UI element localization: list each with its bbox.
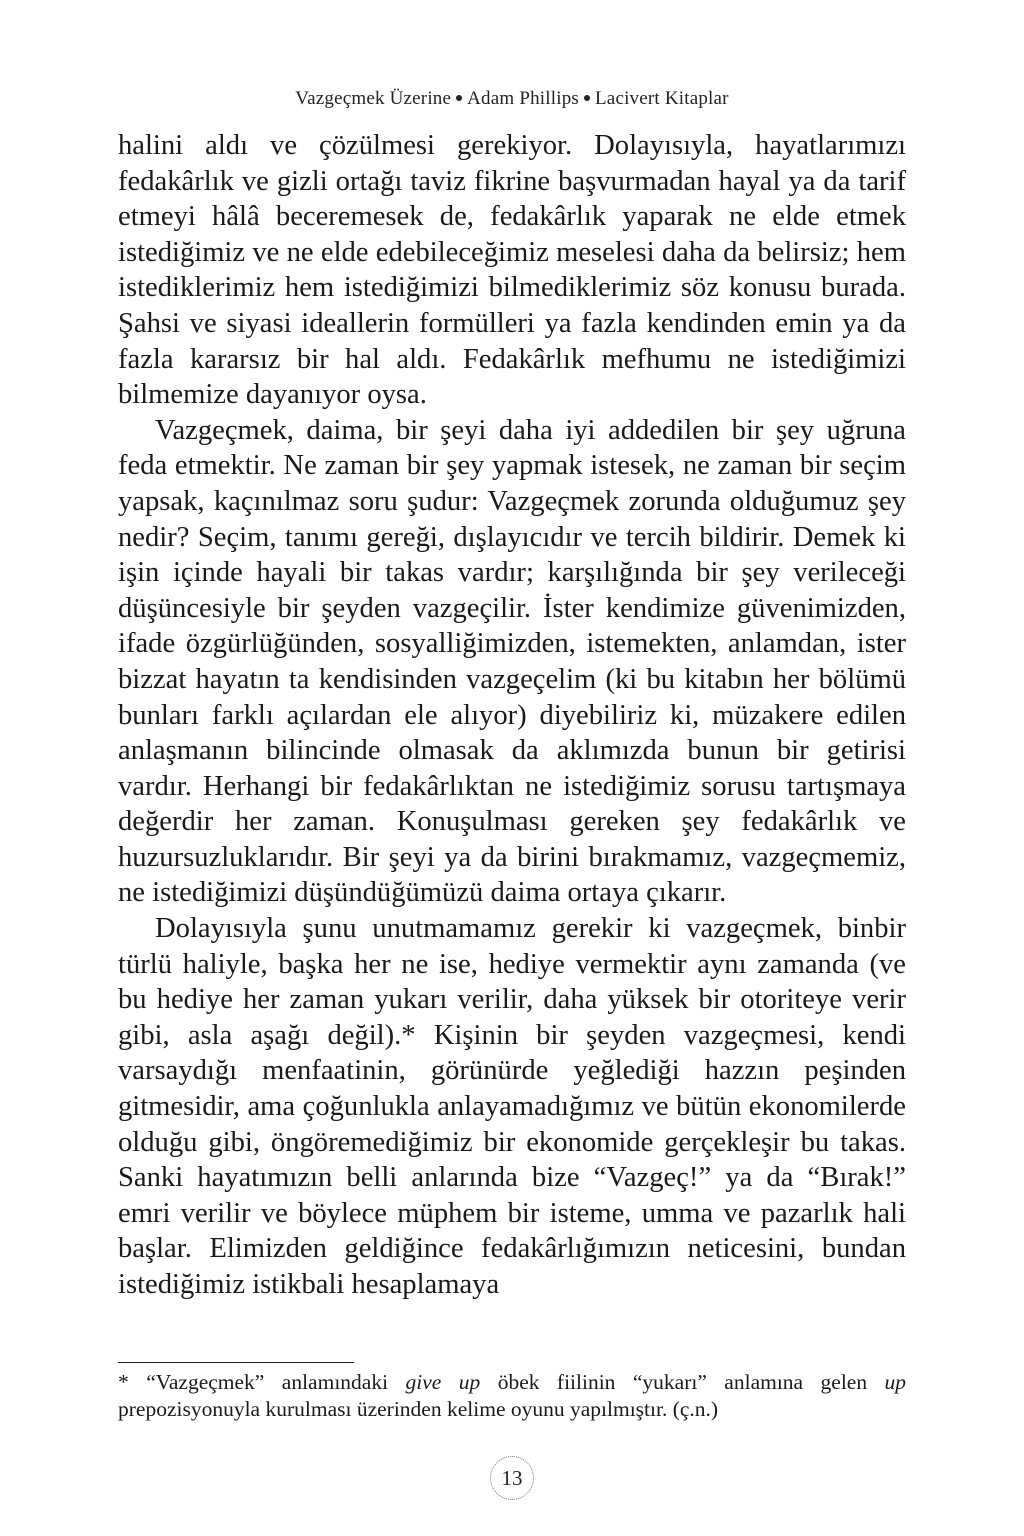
footnote	[118, 1369, 906, 1423]
paragraph-1: halini aldı ve çözülmesi gerekiyor. Dolayısıyla, hayatlarımızı fedakârlık ve gizli ortağı taviz fikrine başvurmadan hayal ya da tarif etmeyi hâlâ beceremesek de, fedakârlık yaparak ne elde etmek istediğimiz ve ne elde edebileceğimiz meselesi daha da belirsiz; hem istediklerimiz hem istediğimizi bilmediklerimiz söz konusu burada. Şahsi ve siyasi ideallerin formülleri ya fazla kendinden emin ya da fazla kararsız bir hal aldı. Fedakârlık mefhumu ne istediğimizi bilmemize dayanıyor oysa.	[118, 130, 906, 411]
running-header	[118, 88, 906, 110]
paragraph-2: Vazgeçmek, daima, bir şeyi daha iyi addedilen bir şey uğruna feda etmektir. Ne zaman bir şey yapmak istesek, ne zaman bir seçim yapsak, kaçınılmaz soru şudur: Vazgeçmek zorunda olduğumuz şey nedir? Seçim, tanımı gereği, dışlayıcıdır ve tercih bildirir. Demek ki işin içinde hayali bir takas vardır; karşılığında bir şey verileceği düşüncesiyle bir şeyden vazgeçilir. İster kendimize güvenimizden, ifade özgürlüğünden, sosyalliğimizden, istemekten, anlamdan, ister bizzat hayatın ta kendisinden vazgeçelim (ki bu kitabın her bölümü bunları farklı açılardan ele alıyor) diyebiliriz ki, müzakere edilen anlaşmanın bilincinde olmasak da aklımızda bunun bir getirisi vardır. Herhangi bir fedakârlıktan ne istediğimiz sorusu tartışmaya değerdir her zaman. Konuşulması gereken şey fedakârlık ve huzursuzluklarıdır. Bir şeyi ya da birini bırakmamız, vazgeçmemiz, ne istediğimizi düşündüğümüzü daima ortaya çıkarır.	[118, 414, 906, 909]
footnote-text-1: “Vazgeçmek” anlamındaki	[146, 1370, 389, 1394]
footnote-marker: *	[118, 1370, 129, 1394]
header-book-title: Vazgeçmek Üzerine	[295, 88, 452, 109]
footnote-text-2: öbek fiilinin “yukarı” anlamına gelen	[497, 1370, 868, 1394]
header-author: Adam Phillips	[467, 88, 579, 109]
header-publisher: Lacivert Kitaplar	[595, 88, 729, 109]
paragraph-3: Dolayısıyla şunu unutmamamız gerekir ki vazgeçmek, binbir türlü haliyle, başka her ne ise, hediye vermektir aynı zamanda (ve bu hediye her zaman yukarı verilir, daha yüksek bir otoriteye verir gibi, asla aşağı değil).* Kişinin bir şeyden vazgeçmesi, kendi varsaydığı menfaatinin, görünürde yeğlediği hazzın peşinden gitmesidir, ama çoğunlukla anlayamadığımız ve bütün ekonomilerde olduğu gibi, öngöremediğimiz bir ekonomide gerçekleşir bu takas. Sanki hayatımızın belli anlarında bize “Vazgeç!” ya da “Bırak!” emri verilir ve böylece müphem bir isteme, umma ve pazarlık hali başlar. Elimizden geldiğince fedakârlığımızın neticesini, bundan istediğimiz istikbali hesaplamaya	[118, 913, 906, 1300]
bullet-separator-icon	[456, 95, 462, 101]
page-number: 13	[490, 1456, 534, 1500]
footnote-divider	[118, 1362, 354, 1363]
bullet-separator-icon	[584, 95, 590, 101]
footnote-italic-2: up	[884, 1370, 907, 1394]
footnote-text-3: prepozisyonuyla kurulması üzerinden kelime oyunu yapılmıştır. (ç.n.)	[118, 1397, 719, 1421]
body-text	[118, 128, 906, 1303]
footnote-italic-1: give up	[405, 1370, 481, 1394]
